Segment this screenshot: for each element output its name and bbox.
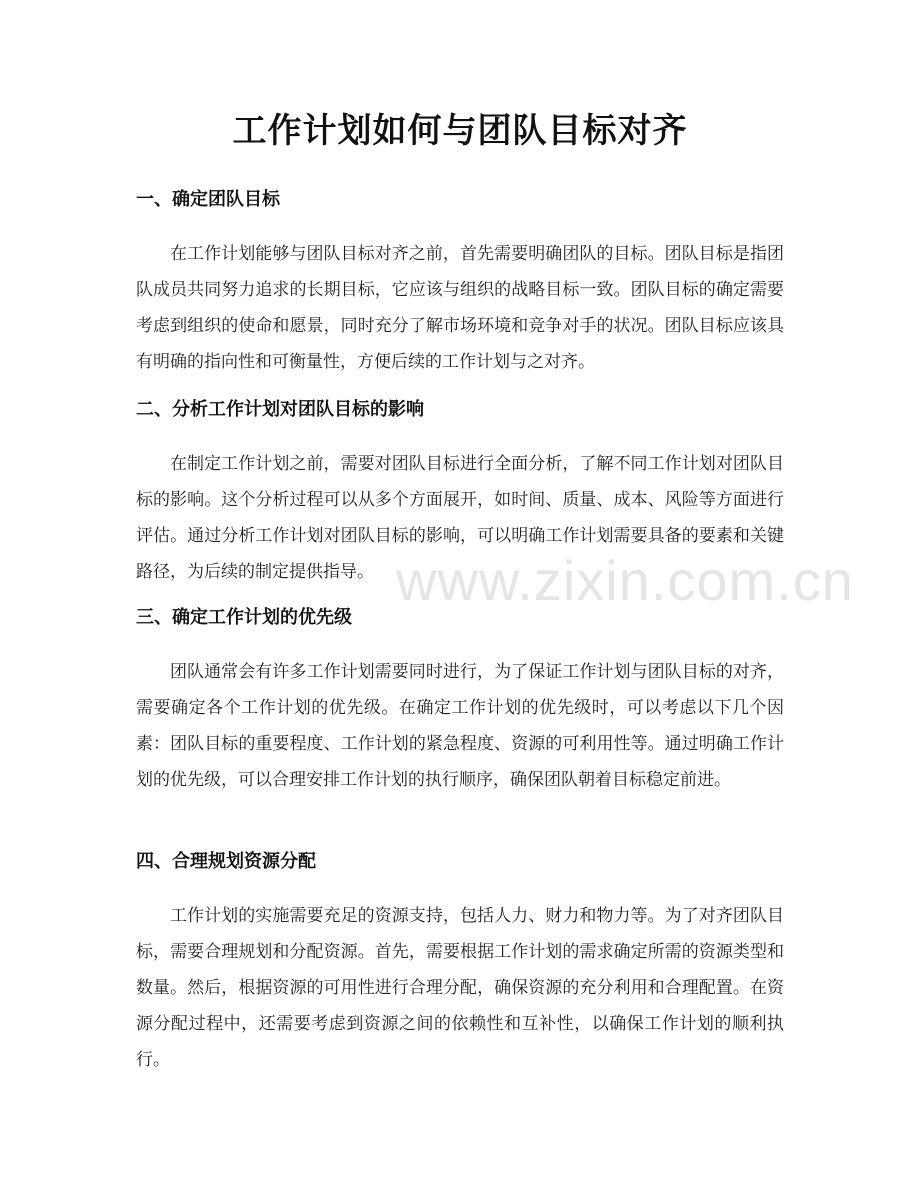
section-heading: 二、分析工作计划对团队目标的影响 <box>136 399 424 420</box>
section-resource-allocation <box>0 848 784 1078</box>
section-paragraph: 团队通常会有许多工作计划需要同时进行，为了保证工作计划与团队目标的对齐，需要确定各个工作计划的优先级。在确定工作计划的优先级时，可以考虑以下几个因素：团队目标的重要程度、工作计划的紧急程度、资源的可利用性等。通过明确工作计划的优先级，可以合理安排工作计划的执行顺序，确保团队朝着目标稳定前进。 <box>136 662 784 790</box>
section-paragraph: 在制定工作计划之前，需要对团队目标进行全面分析，了解不同工作计划对团队目标的影响。这个分析过程可以从多个方面展开，如时间、质量、成本、风险等方面进行评估。通过分析工作计划对团队目标的影响，可以明确工作计划需要具备的要素和关键路径，为后续的制定提供指导。 <box>136 454 784 582</box>
section-paragraph: 工作计划的实施需要充足的资源支持，包括人力、财力和物力等。为了对齐团队目标，需要合理规划和分配资源。首先，需要根据工作计划的需求确定所需的资源类型和数量。然后，根据资源的可用性进行合理分配，确保资源的充分利用和合理配置。在资源分配过程中，还需要考虑到资源之间的依赖性和互补性，以确保工作计划的顺利执行。 <box>136 906 784 1070</box>
section-heading: 四、合理规划资源分配 <box>136 851 316 872</box>
section-paragraph: 在工作计划能够与团队目标对齐之前，首先需要明确团队的目标。团队目标是指团队成员共同努力追求的长期目标，它应该与组织的战略目标一致。团队目标的确定需要考虑到组织的使命和愿景，同时充分了解市场环境和竞争对手的状况。团队目标应该具有明确的指向性和可衡量性，方便后续的工作计划与之对齐。 <box>136 244 784 372</box>
document-title: 工作计划如何与团队目标对齐 <box>232 111 688 151</box>
section-plan-priority <box>0 604 784 798</box>
section-analyze-plan-impact <box>0 396 784 590</box>
section-heading: 三、确定工作计划的优先级 <box>136 607 352 628</box>
section-determine-team-goals <box>0 186 784 380</box>
watermark: www.zixin.com.cn <box>396 549 854 612</box>
section-heading: 一、确定团队目标 <box>136 189 280 210</box>
